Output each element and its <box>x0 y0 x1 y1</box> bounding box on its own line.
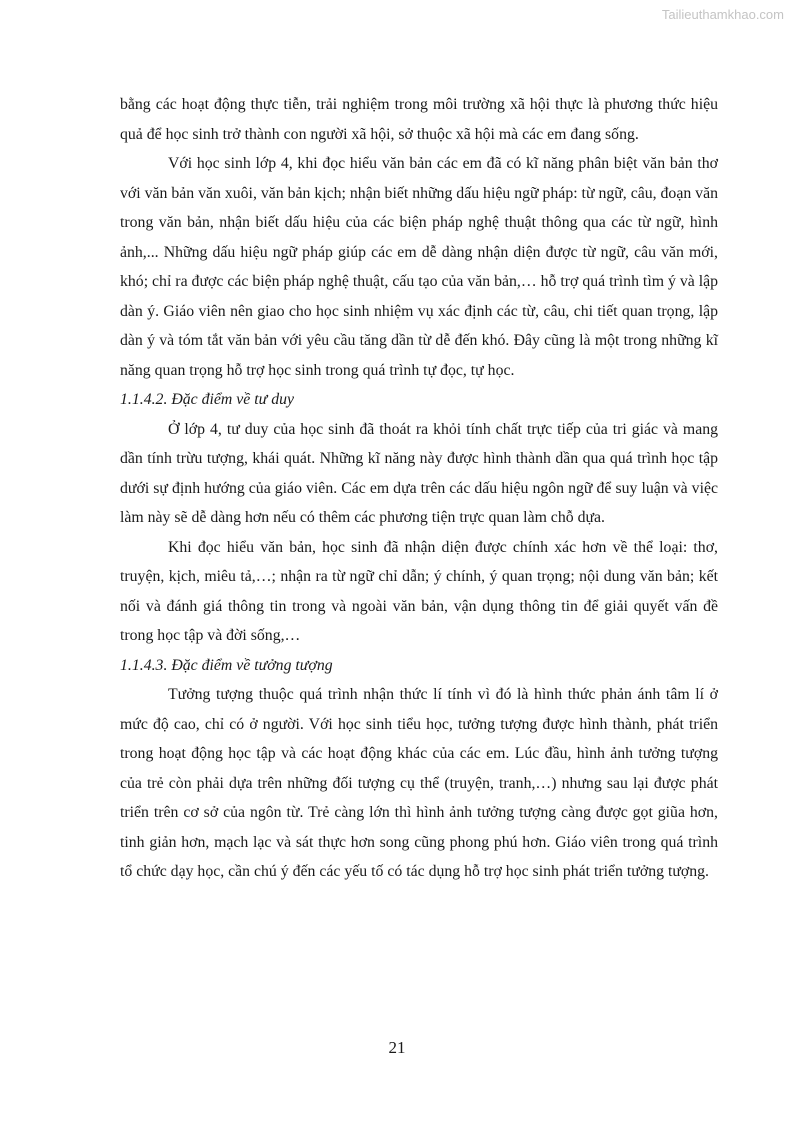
watermark: Tailieuthamkhao.com <box>661 7 784 22</box>
paragraph-5: Tưởng tượng thuộc quá trình nhận thức lí tính vì đó là hình thức phản ánh tâm lí ở mức độ cao, chỉ có ở người. Với học sinh tiểu học, tưởng tượng được hình thành, phát triển trong hoạt động học tập và các hoạt động khác của các em. Lúc đầu, hình ảnh tưởng tượng của trẻ còn phải dựa trên những đối tượng cụ thể (truyện, tranh,…) nhưng sau lại được phát triển trên cơ sở của ngôn từ. Trẻ càng lớn thì hình ảnh tưởng tượng càng được gọt giũa hơn, tinh giản hơn, mạch lạc và sát thực hơn song cũng phong phú hơn. Giáo viên trong quá trình tổ chức dạy học, cần chú ý đến các yếu tố có tác dụng hỗ trợ học sinh phát triển tưởng tượng. <box>120 686 718 880</box>
paragraph-2: Với học sinh lớp 4, khi đọc hiểu văn bản các em đã có kĩ năng phân biệt văn bản thơ với văn bản văn xuôi, văn bản kịch; nhận biết những dấu hiệu ngữ pháp: từ ngữ, câu, đoạn văn trong văn bản, nhận biết dấu hiệu của các biện pháp nghệ thuật thông qua các từ ngữ, hình ảnh,... Những dấu hiệu ngữ pháp giúp các em dễ dàng nhận diện được từ ngữ, câu văn mới, khó; chỉ ra được các biện pháp nghệ thuật, cấu tạo của văn bản,… hỗ trợ quá trình tìm ý và lập dàn ý. Giáo viên nên giao cho học sinh nhiệm vụ xác định các từ, câu, chi tiết quan trọng, lập dàn ý và tóm tắt văn bản với yêu cầu tăng dần từ dễ đến khó. Đây cũng là một trong những kĩ năng quan trọng hỗ trợ học sinh trong quá trình tự đọc, tự học. <box>120 155 718 379</box>
paragraph-1: bằng các hoạt động thực tiễn, trải nghiệm trong môi trường xã hội thực là phương thức hiệu quả để học sinh trở thành con người xã hội, sở thuộc xã hội mà các em đang sống. <box>120 96 718 143</box>
paragraph-4: Khi đọc hiểu văn bản, học sinh đã nhận diện được chính xác hơn về thể loại: thơ, truyện, kịch, miêu tả,…; nhận ra từ ngữ chỉ dẫn; ý chính, ý quan trọng; nội dung văn bản; kết nối và đánh giá thông tin trong và ngoài văn bản, vận dụng thông tin để giải quyết vấn đề trong học tập và đời sống,… <box>120 538 718 644</box>
section-heading-tuong-tuong: 1.1.4.3. Đặc điểm về tưởng tượng <box>120 656 333 674</box>
document-body <box>120 90 718 887</box>
section-heading-tu-duy: 1.1.4.2. Đặc điểm về tư duy <box>120 391 294 408</box>
page-number: 21 <box>388 1038 406 1057</box>
paragraph-3: Ở lớp 4, tư duy của học sinh đã thoát ra khỏi tính chất trực tiếp của tri giác và mang dần tính trừu tượng, khái quát. Những kĩ năng này được hình thành dần qua quá trình học tập dưới sự định hướng của giáo viên. Các em dựa trên các dấu hiệu ngôn ngữ để suy luận và việc làm này sẽ dễ dàng hơn nếu có thêm các phương tiện trực quan làm chỗ dựa. <box>120 420 718 526</box>
